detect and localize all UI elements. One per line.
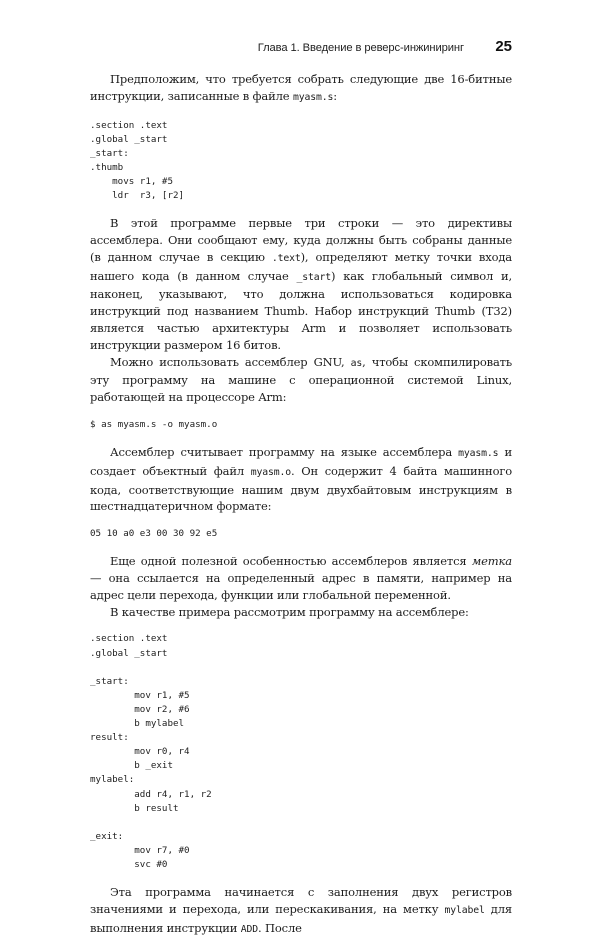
chapter-title: Глава 1. Введение в реверс-инжиниринг — [257, 42, 464, 54]
page-number: 25 — [495, 38, 512, 55]
code-block-thumb: .section .text .global _start _start: .thumb movs r1, #5 ldr r3, [r2] — [90, 119, 185, 202]
paragraph-program-description: Эта программа начинается с заполнения двух регистров значениями и перехода, или перескакивания, на метку mylabel для выполнения инструкции ADD. После — [90, 885, 512, 935]
inline-code-object-file: myasm.o — [250, 466, 291, 478]
code-block-command: $ as myasm.s -o myasm.o — [90, 418, 218, 430]
paragraph-directives: В этой программе первые три строки — это директивы ассемблера. Они сообщают ему, куда должны быть собраны данные (в данном случае в секцию .text), определяют метку точки входа нашего кода (в данном случае _start) как глобальный символ и, наконец, указывают, что должна использоваться кодировка инструкций под названием Thumb. Набор инструкций Thumb (T32) является частью архитектуры Arm и позволяет использовать инструкции размером 16 битов. — [90, 216, 512, 352]
inline-code-mylabel: mylabel — [444, 904, 485, 916]
inline-code-source-file: myasm.s — [458, 448, 499, 460]
code-block-hex: 05 10 a0 e3 00 30 92 e5 — [90, 528, 218, 540]
inline-code-filename: myasm.s — [292, 91, 334, 103]
paragraph-example-intro: В качестве примера рассмотрим программу на ассемблере: — [110, 604, 469, 619]
paragraph-labels: Еще одной полезной особенностью ассемблеров является метка — она ссылается на определенный адрес в памяти, например на адрес цели перехода, функции или глобальной переменной. — [90, 554, 512, 602]
page-body — [90, 71, 512, 938]
running-header — [90, 38, 512, 58]
inline-code-as: as — [350, 357, 363, 369]
paragraph-gnu-as: Можно использовать ассемблер GNU, as, чтобы скомпилировать эту программу на машине с операционной системой Linux, работающей на процессоре Arm: — [90, 354, 512, 405]
paragraph-object-file: Ассемблер считывает программу на языке ассемблера myasm.s и создает объектный файл myasm.o. Он содержит 4 байта машинного кода, соответствующие нашим двум двухбайтовым инструкциям в шестнадцатеричном формате: — [90, 445, 512, 514]
inline-code-add: ADD — [240, 923, 259, 935]
term-label: метка — [471, 554, 512, 569]
inline-code-section: .text — [271, 252, 301, 264]
paragraph-intro: Предположим, что требуется собрать следующие две 16-битные инструкции, записанные в файле myasm.s: — [90, 72, 512, 103]
inline-code-start: _start — [296, 271, 332, 283]
code-block-program: .section .text .global _start _start: mov r1, #5 mov r2, #6 b mylabel result: mov r0, r4 b _exit mylabel: add r4, r1, r2 b result _exit: mov r7, #0 svc #0 — [90, 633, 212, 870]
